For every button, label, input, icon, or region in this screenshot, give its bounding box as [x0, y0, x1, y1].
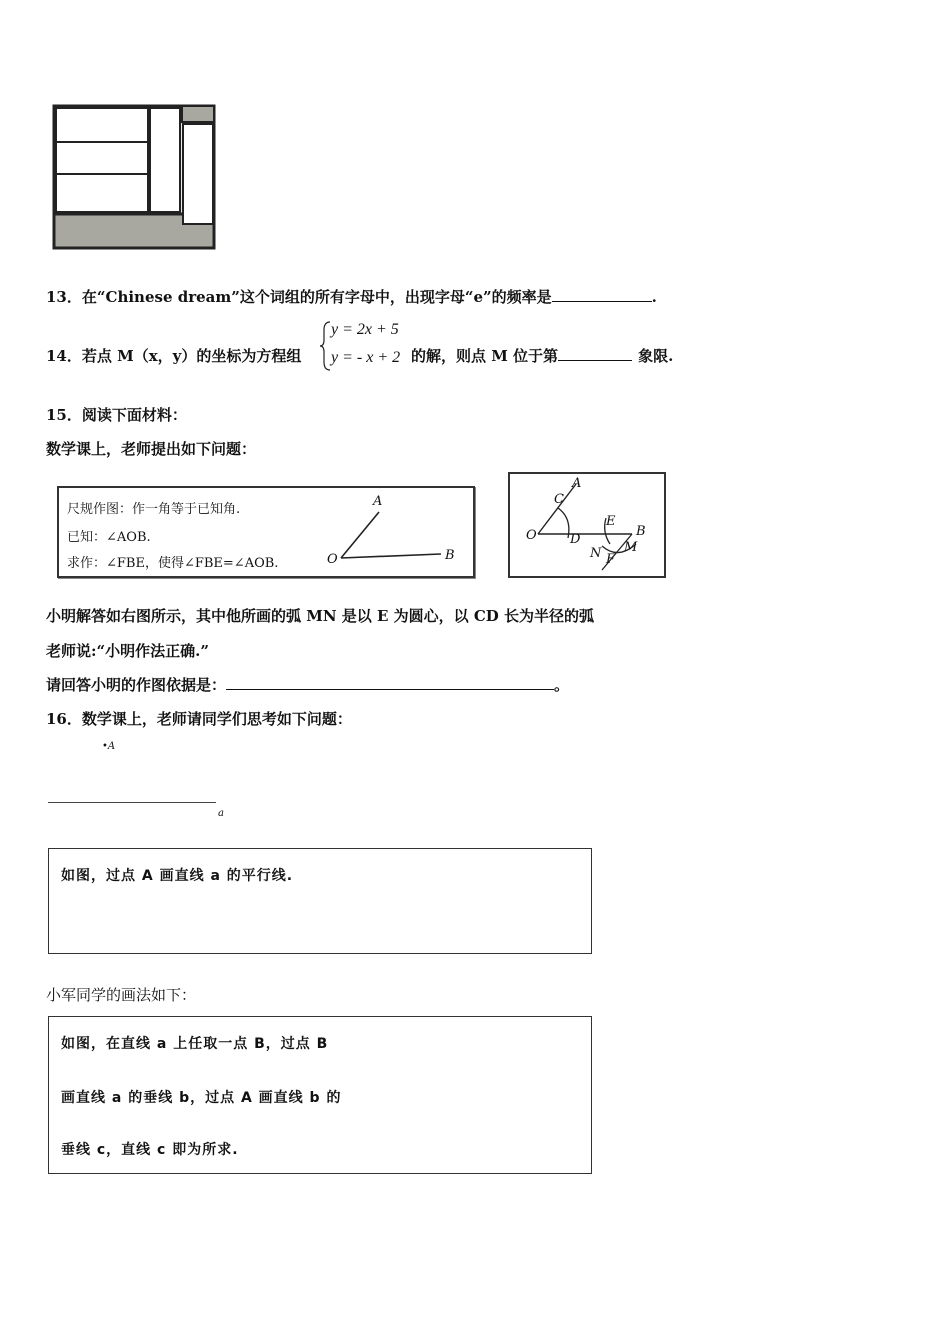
- fig-label-c: C: [554, 492, 564, 507]
- question-13-end: .: [651, 288, 657, 306]
- equation-2: y = - x + 2: [331, 349, 401, 366]
- question-14-tail: [411, 345, 673, 366]
- method-line-2: 画直线 a 的垂线 b，过点 A 画直线 b 的: [61, 1090, 342, 1106]
- question-14-middle: 的解，则点 M 位于第: [411, 347, 559, 365]
- problem-box-15: [57, 486, 475, 578]
- construction-box-15: [508, 472, 666, 578]
- fig-label-o: O: [526, 528, 537, 543]
- question-13-text: 13．在“Chinese dream”这个词组的所有字母中，出现字母“e”的频率是: [46, 288, 552, 306]
- answer-blank-13[interactable]: [552, 300, 652, 302]
- point-a-label: •A: [102, 741, 116, 752]
- line-a-label: a: [218, 808, 224, 819]
- question-13: [46, 286, 657, 307]
- fig-label-d: D: [570, 532, 581, 547]
- problem-line-3: 求作：∠FBE，使得∠FBE=∠AOB.: [67, 556, 279, 571]
- label-o: O: [327, 552, 338, 567]
- fig-label-n: N: [590, 546, 602, 561]
- label-a: A: [373, 494, 383, 509]
- question-15-title: 15．阅读下面材料：: [46, 406, 187, 424]
- label-b: B: [445, 548, 455, 563]
- question-14: [46, 345, 301, 366]
- problem-line-1: 尺规作图：作一角等于已知角.: [67, 502, 241, 517]
- question-14-end: 象限.: [638, 347, 674, 365]
- problem-box-16: [48, 848, 592, 954]
- equation-1: y = 2x + 5: [331, 321, 399, 338]
- fig-label-e: E: [606, 514, 616, 529]
- question-14-prefix: 14．若点 M（x，y）的坐标为方程组: [46, 347, 302, 365]
- problem-line-2: 已知：∠AOB.: [67, 530, 151, 545]
- question-15-line2: 老师说:“小明作法正确.”: [46, 642, 210, 660]
- fig-label-a: A: [572, 476, 582, 491]
- question-15-line3: [46, 674, 569, 695]
- line-a: [48, 802, 216, 803]
- question-15-ask: 请回答小明的作图依据是：: [46, 676, 227, 694]
- fig-label-f: F: [606, 552, 616, 567]
- method-box-16: [48, 1016, 592, 1174]
- answer-blank-15[interactable]: [226, 688, 554, 690]
- method-line-1: 如图，在直线 a 上任取一点 B，过点 B: [61, 1036, 329, 1052]
- rectangle-figure: [50, 102, 218, 252]
- question-16-intro2: 小军同学的画法如下：: [46, 986, 197, 1004]
- system-brace: [318, 320, 332, 372]
- question-15-line1: 小明解答如右图所示，其中他所画的弧 MN 是以 E 为圆心，以 CD 长为半径的弧: [46, 607, 595, 625]
- fig-label-b: B: [636, 524, 646, 539]
- question-15-end: 。: [554, 676, 570, 694]
- fig-label-m: M: [624, 540, 638, 555]
- question-16-title: 16．数学课上，老师请同学们思考如下问题：: [46, 710, 352, 728]
- problem-16-text: 如图，过点 A 画直线 a 的平行线.: [61, 868, 294, 884]
- answer-blank-14[interactable]: [558, 359, 632, 361]
- question-15-intro: 数学课上，老师提出如下问题：: [46, 440, 257, 458]
- method-line-3: 垂线 c，直线 c 即为所求.: [61, 1142, 239, 1158]
